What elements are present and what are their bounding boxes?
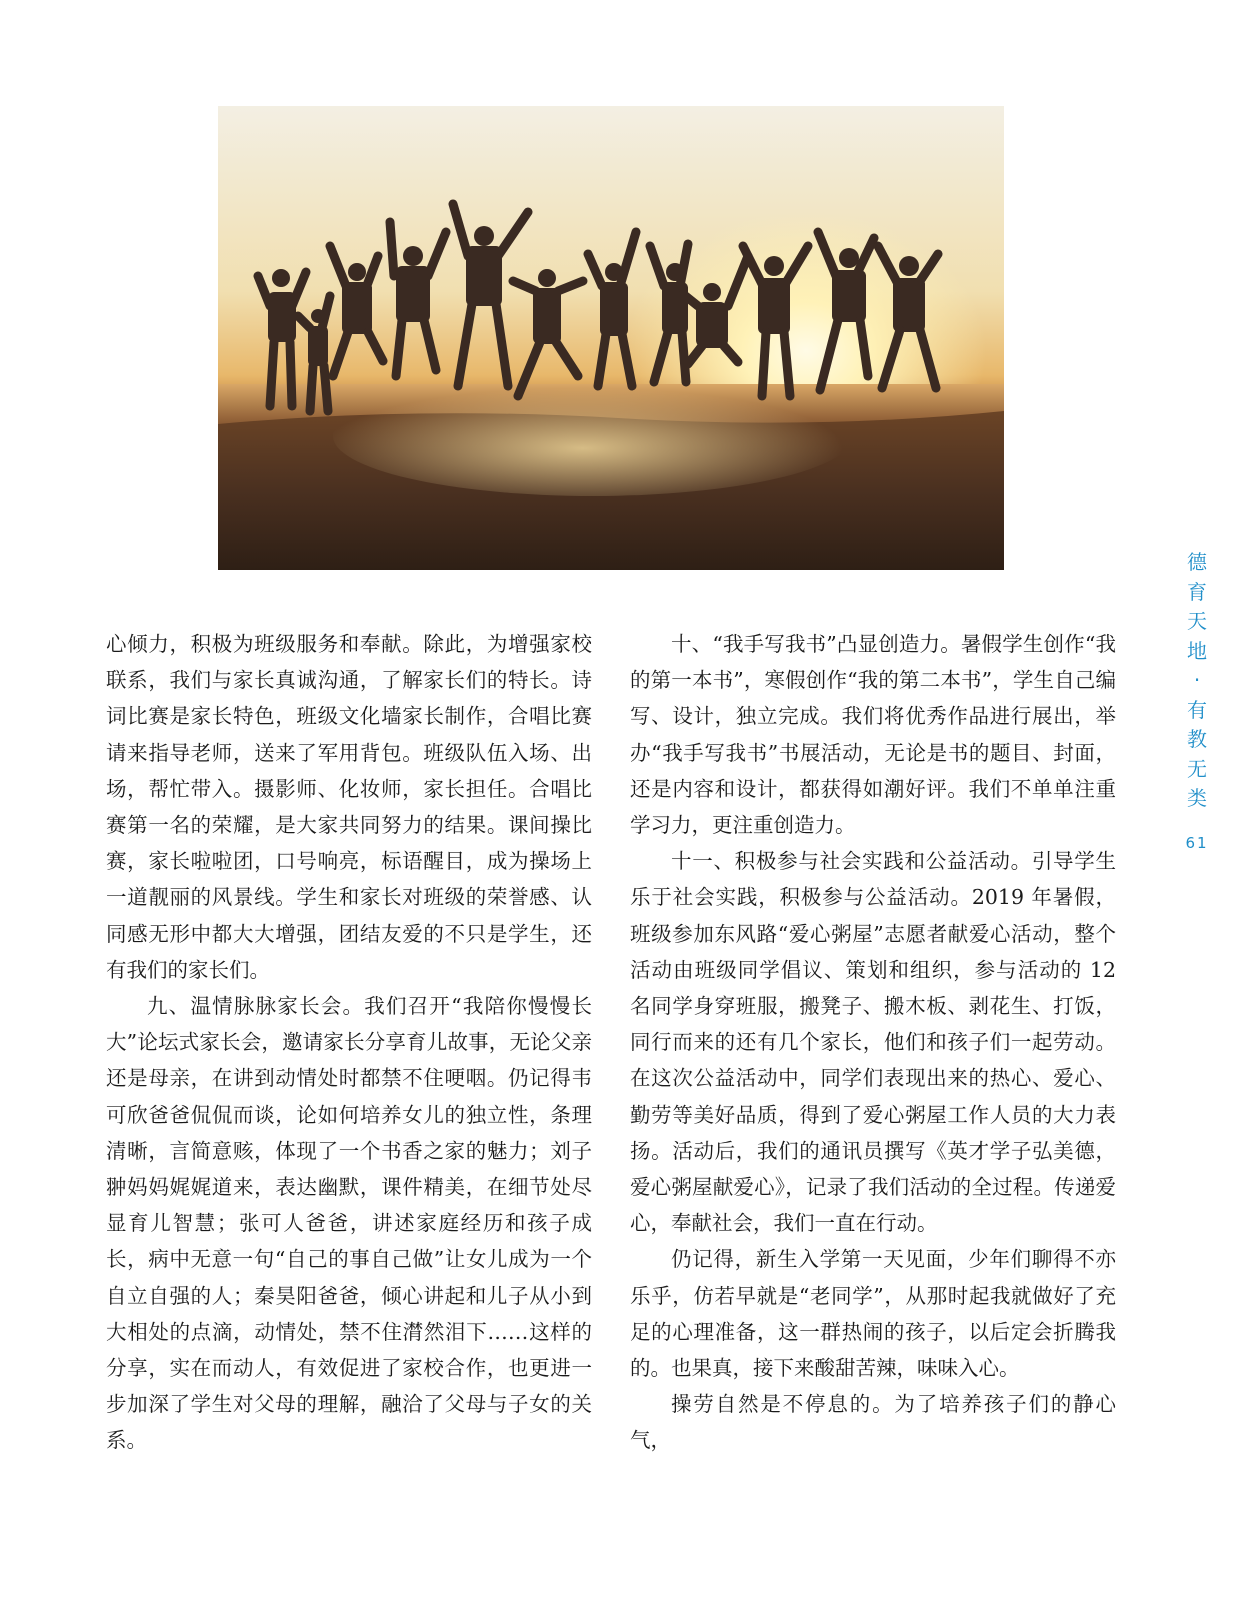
side-label-char: · bbox=[1193, 668, 1201, 692]
paragraph: 十一、积极参与社会实践和公益活动。引导学生乐于社会实践，积极参与公益活动。2019 年暑假，班级参加东风路“爱心粥屋”志愿者献爱心活动，整个活动由班级同学倡议、策划和组织，参与活动的 12 名同学身穿班服，搬凳子、搬木板、剥花生、打饭，同行而来的还有几个家长，他们和孩子们一起劳动。在这次公益活动中，同学们表现出来的热心、爱心、勤劳等美好品质，得到了爱心粥屋工作人员的大力表扬。活动后，我们的通讯员撰写《英才学子弘美德，爱心粥屋献爱心》，记录了我们活动的全过程。传递爱心，奉献社会，我们一直在行动。 bbox=[630, 849, 1116, 1236]
paragraph: 仍记得，新生入学第一天见面，少年们聊得不亦乐乎，仿若早就是“老同学”，从那时起我就做好了充足的心理准备，这一群热闹的孩子，以后定会折腾我的。也果真，接下来酸甜苦辣，味味入心。 bbox=[630, 1247, 1116, 1381]
side-label-char: 地 bbox=[1187, 638, 1207, 663]
section-side-label bbox=[1180, 548, 1214, 814]
side-label-char: 有 bbox=[1187, 697, 1207, 722]
paragraph: 心倾力，积极为班级服务和奉献。除此，为增强家校联系，我们与家长真诚沟通，了解家长们的特长。诗词比赛是家长特色，班级文化墙家长制作，合唱比赛请来指导老师，送来了军用背包。班级队伍入场、出场，帮忙带入。摄影师、化妆师，家长担任。合唱比赛第一名的荣耀，是大家共同努力的结果。课间操比赛，家长啦啦团，口号响亮，标语醒目，成为操场上一道靓丽的风景线。学生和家长对班级的荣誉感、认同感无形中都大大增强，团结友爱的不只是学生，还有我们的家长们。 bbox=[106, 632, 592, 982]
beach-sunset-photo bbox=[218, 106, 1004, 570]
page-number: 61 bbox=[1185, 834, 1209, 852]
side-label-char: 育 bbox=[1187, 579, 1207, 604]
side-label-char: 天 bbox=[1187, 609, 1207, 633]
side-label-char: 无 bbox=[1187, 756, 1207, 781]
side-label-char: 类 bbox=[1187, 786, 1207, 810]
paragraph: 十、“我手写我书”凸显创造力。暑假学生创作“我的第一本书”，寒假创作“我的第二本书”，学生自己编写、设计，独立完成。我们将优秀作品进行展出，举办“我手写我书”书展活动，无论是书的题目、封面，还是内容和设计，都获得如潮好评。我们不单单注重学习力，更注重创造力。 bbox=[630, 632, 1116, 838]
beach-silhouettes-icon bbox=[218, 106, 1004, 570]
right-text-column bbox=[630, 626, 1116, 1459]
paragraph: 九、温情脉脉家长会。我们召开“我陪你慢慢长大”论坛式家长会，邀请家长分享育儿故事，无论父亲还是母亲，在讲到动情处时都禁不住哽咽。仍记得韦可欣爸爸侃侃而谈，论如何培养女儿的独立性，条理清晰，言简意赅，体现了一个书香之家的魅力；刘子翀妈妈娓娓道来，表达幽默，课件精美，在细节处尽显育儿智慧；张可人爸爸，讲述家庭经历和孩子成长，病中无意一句“自己的事自己做”让女儿成为一个自立自强的人；秦昊阳爸爸，倾心讲起和儿子从小到大相处的点滴，动情处，禁不住潸然泪下……这样的分享，实在而动人，有效促进了家校合作，也更进一步加深了学生对父母的理解，融洽了父母与子女的关系。 bbox=[106, 994, 592, 1453]
side-label-char: 德 bbox=[1187, 550, 1207, 574]
side-label-char: 教 bbox=[1187, 727, 1207, 751]
paragraph: 操劳自然是不停息的。为了培养孩子们的静心气， bbox=[630, 1392, 1116, 1453]
left-text-column bbox=[106, 626, 592, 1459]
